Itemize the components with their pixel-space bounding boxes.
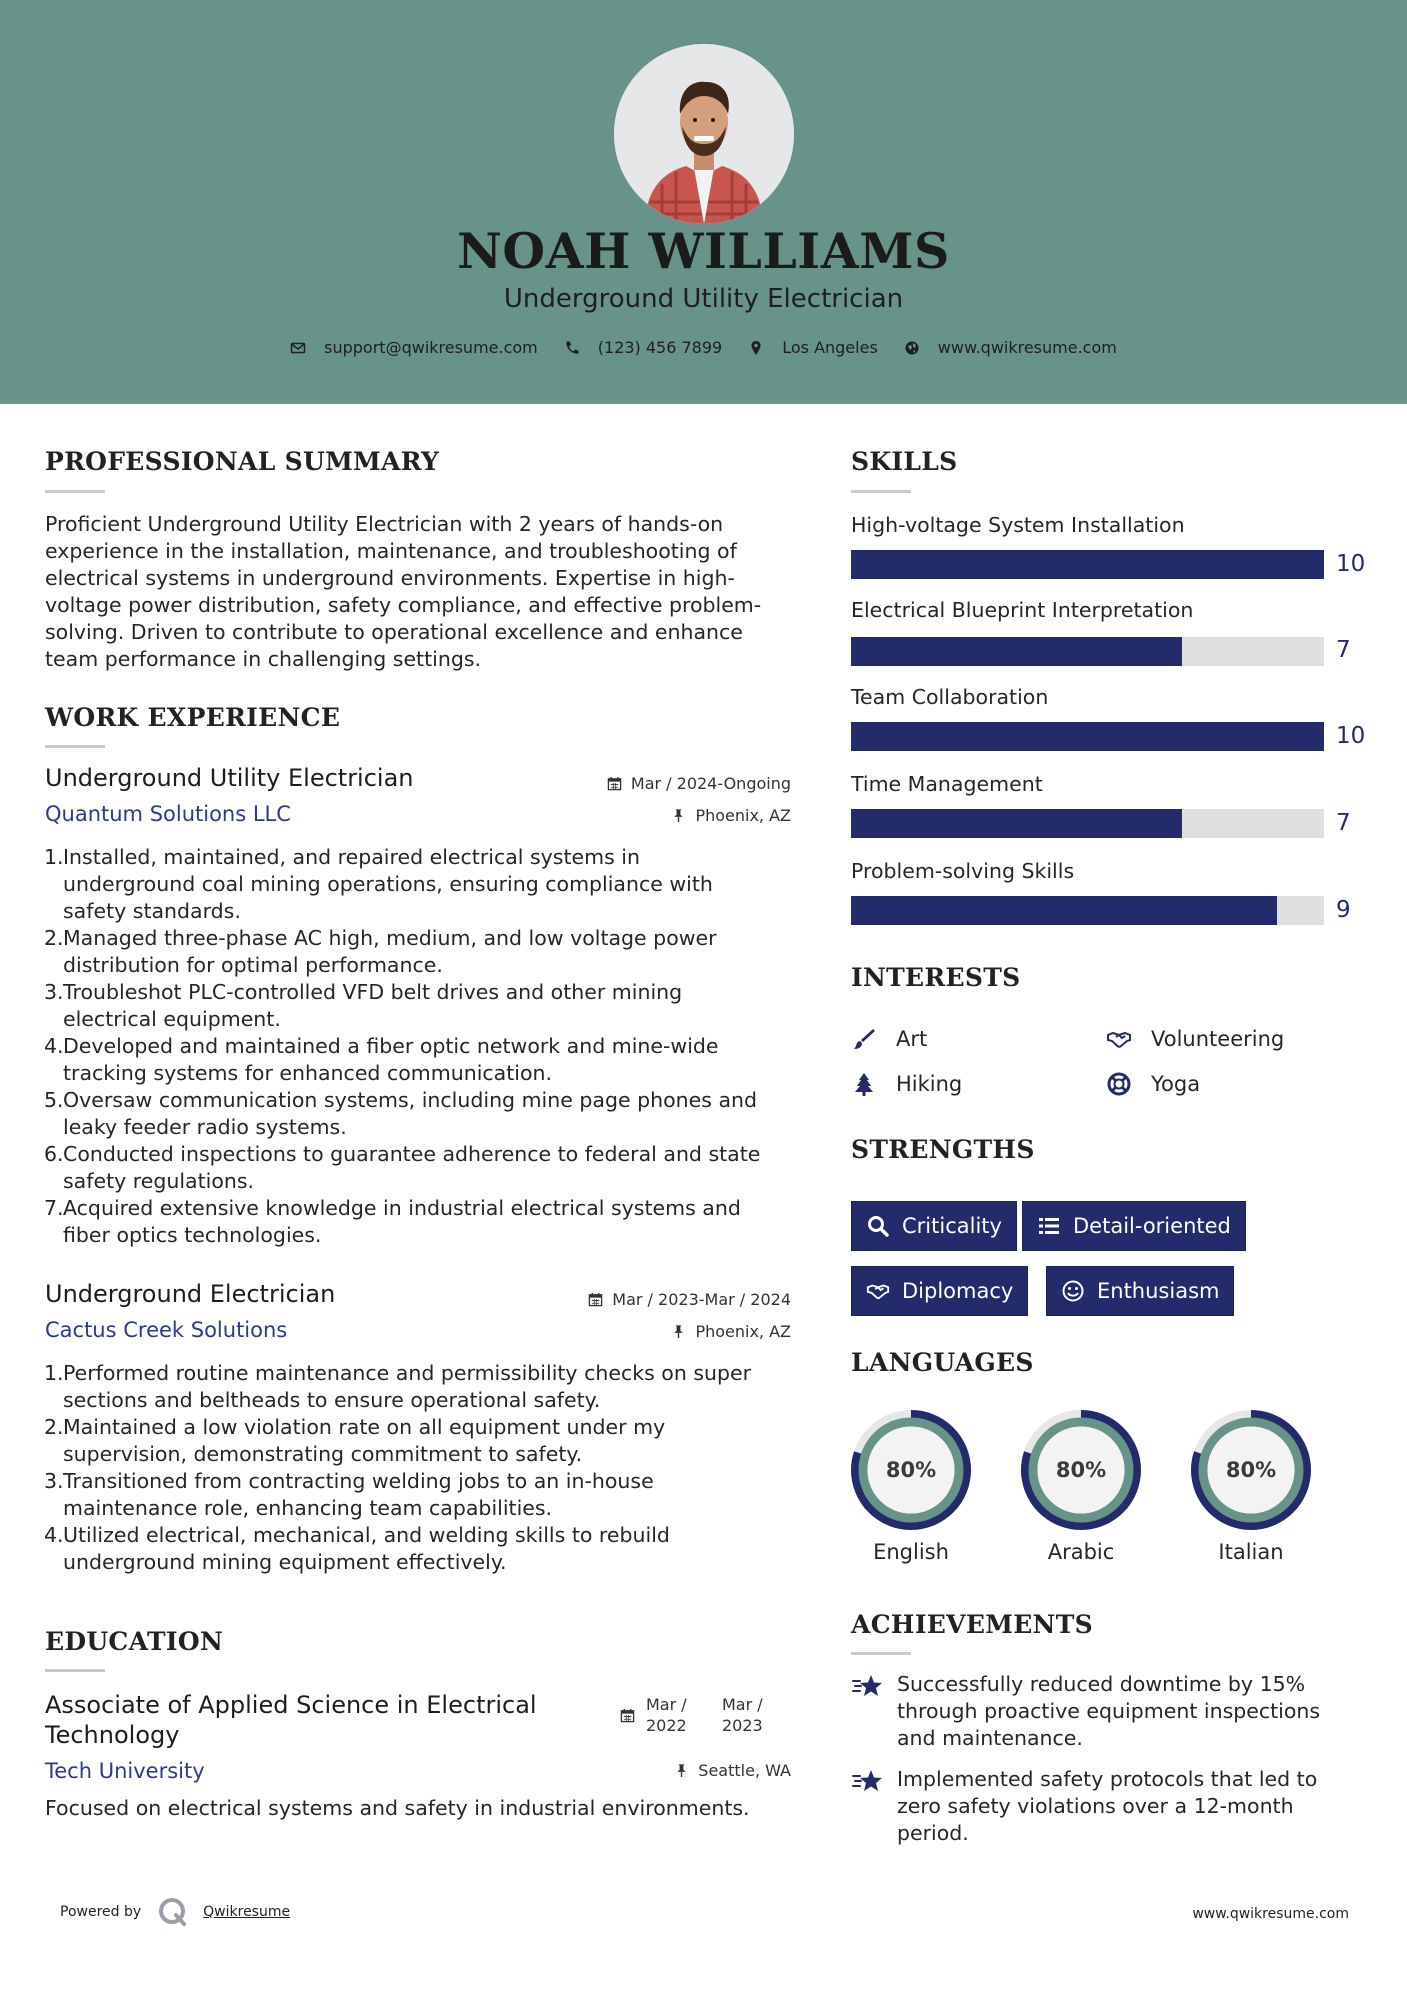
achievement-line: zero safety violations over a 12-month [897,1794,1294,1818]
summary-line: experience in the installation, maintenance, and troubleshooting of [45,539,737,563]
list-line: maintenance role, enhancing team capabilities. [63,1496,553,1520]
strength-chip [851,1201,1017,1251]
list-line: underground coal mining operations, ensuring compliance with [63,872,713,896]
list-line: Installed, maintained, and repaired electrical systems in [63,845,640,869]
job-title: Underground Utility Electrician [45,764,414,792]
job-dates-text: Mar / 2023-Mar / 2024 [612,1290,791,1309]
skill-label: Team Collaboration [851,685,1049,709]
education-start-month: Mar / [646,1695,687,1714]
search-icon [866,1214,890,1238]
strength-label: Criticality [902,1214,1002,1238]
interest-item [1106,1026,1284,1052]
resume-header [0,0,1407,404]
paintbrush-icon [851,1026,877,1052]
achievements-divider [851,1652,911,1655]
list-item [45,1360,791,1414]
education-description: Focused on electrical systems and safety in industrial environments. [45,1796,750,1820]
list-number: 4. [44,1034,64,1058]
list-number: 5. [44,1088,64,1112]
star-achievement-icon [851,1764,885,1798]
list-line: leaky feeder radio systems. [63,1115,347,1139]
achievement-line: Implemented safety protocols that led to [897,1767,1318,1791]
job-company[interactable]: Quantum Solutions LLC [45,802,291,826]
strength-label: Detail-oriented [1073,1214,1231,1238]
globe-icon [904,340,920,356]
star-achievement-icon [851,1669,885,1703]
list-line: tracking systems for enhanced communication. [63,1061,553,1085]
list-line: Troubleshot PLC-controlled VFD belt drives and other mining [63,980,683,1004]
skill-value: 10 [1336,551,1366,577]
experience-heading: WORK EXPERIENCE [45,703,341,732]
job-company[interactable]: Cactus Creek Solutions [45,1318,288,1342]
school-name[interactable]: Tech University [45,1759,205,1783]
list-line: underground mining equipment effectively. [63,1550,507,1574]
contact-website[interactable] [904,338,1117,357]
pushpin-icon [674,1763,689,1778]
achievement-item [851,1671,1371,1752]
footer-powered-by [60,1896,290,1928]
job-bullet-list [45,844,791,1249]
list-item [45,1522,791,1576]
education-end-month: Mar / [722,1695,763,1714]
list-line: Transitioned from contracting welding jobs to an in-house [63,1469,654,1493]
contact-location [748,338,878,357]
job-location-text: Phoenix, AZ [695,1322,791,1341]
education-end-year: 2023 [722,1716,763,1735]
languages-heading: LANGUAGES [851,1348,1034,1377]
tree-icon [851,1071,877,1097]
skills-divider [851,490,911,493]
education-heading: EDUCATION [45,1627,224,1656]
summary-heading: PROFESSIONAL SUMMARY [45,447,440,476]
skill-bar [851,550,1324,579]
profile-photo [614,44,794,224]
job-location [671,806,791,825]
education-divider [45,1669,105,1672]
degree-line: Technology [45,1721,180,1749]
achievement-line: through proactive equipment inspections [897,1699,1321,1723]
list-number: 2. [44,1415,64,1439]
list-number: 3. [44,980,64,1004]
strength-chip [1022,1201,1246,1251]
phone-icon [564,340,580,356]
gauge-label: 80% [1055,1458,1107,1482]
skill-bar [851,637,1324,666]
skill-label: Time Management [851,772,1043,796]
summary-line: Proficient Underground Utility Electrician with 2 years of hands-on [45,512,724,536]
job-entry [45,1280,791,1346]
education-start [646,1694,718,1736]
list-line: safety standards. [63,899,241,923]
list-line: Performed routine maintenance and permissibility checks on super [63,1361,752,1385]
list-item [45,1468,791,1522]
job-entry [45,764,791,830]
degree-title [45,1690,537,1750]
education-dates [620,1694,763,1736]
phone-text: (123) 456 7899 [597,338,723,357]
interest-item [851,1071,962,1097]
education-end [722,1694,763,1736]
pushpin-icon [671,808,686,823]
language-name: Arabic [1047,1540,1115,1564]
list-item [45,925,791,979]
skill-bar [851,809,1324,838]
achievement-text [897,1671,1320,1752]
skill-value: 9 [1336,897,1351,923]
list-line: Acquired extensive knowledge in industrial electrical systems and [63,1196,741,1220]
list-line: Developed and maintained a fiber optic network and mine-wide [63,1034,719,1058]
summary-line: solving. Driven to contribute to operational excellence and enhance [45,620,743,644]
strength-chip [1046,1266,1234,1316]
list-number: 2. [44,926,64,950]
language-gauge [849,1408,973,1532]
language-gauge [1189,1408,1313,1532]
skill-bar-fill [851,550,1324,579]
interest-item [1106,1071,1200,1097]
pushpin-icon [671,1324,686,1339]
education-location-text: Seattle, WA [698,1761,791,1780]
achievements-heading: ACHIEVEMENTS [851,1610,1093,1639]
list-number: 1. [44,845,64,869]
interest-label: Yoga [1151,1072,1201,1096]
email-text: support@qwikresume.com [324,338,538,357]
qwikresume-logo-icon [157,1896,189,1928]
job-title: Underground Electrician [45,1280,336,1308]
job-bullet-list [45,1360,791,1576]
language-item [1189,1408,1313,1564]
list-number: 3. [44,1469,64,1493]
contact-bar [0,338,1407,357]
education-start-year: 2022 [646,1716,687,1735]
skill-bar-fill [851,637,1182,666]
education-location [674,1761,791,1780]
strength-chip [851,1266,1028,1316]
contact-phone[interactable] [564,338,722,357]
summary-text [45,511,785,673]
achievement-line: period. [897,1821,969,1845]
handshake-icon [1106,1026,1132,1052]
interests-heading: INTERESTS [851,963,1021,992]
skill-bar-fill [851,722,1324,751]
interest-label: Hiking [896,1072,963,1096]
list-number: 1. [44,1361,64,1385]
list-item [45,1195,791,1249]
gauge-label: 80% [885,1458,937,1482]
interest-label: Volunteering [1151,1027,1285,1051]
achievement-item [851,1766,1371,1847]
list-line: sections and beltheads to ensure operational safety. [63,1388,601,1412]
language-gauge [1019,1408,1143,1532]
strength-label: Enthusiasm [1097,1279,1220,1303]
list-line: Conducted inspections to guarantee adherence to federal and state [63,1142,761,1166]
list-line: Oversaw communication systems, including mine page phones and [63,1088,758,1112]
contact-email[interactable] [290,338,538,357]
list-icon [1037,1214,1061,1238]
person-photo-icon [614,44,794,224]
list-item [45,844,791,925]
map-pin-icon [748,340,764,356]
list-line: electrical equipment. [63,1007,281,1031]
achievement-line: and maintenance. [897,1726,1083,1750]
summary-line: voltage power distribution, safety compliance, and effective problem- [45,593,762,617]
list-line: supervision, demonstrating commitment to safety. [63,1442,583,1466]
list-number: 7. [44,1196,64,1220]
list-line: Utilized electrical, mechanical, and welding skills to rebuild [63,1523,670,1547]
list-line: distribution for optimal performance. [63,953,443,977]
list-item [45,1033,791,1087]
handshake-icon [866,1279,890,1303]
language-item [849,1408,973,1564]
skill-value: 7 [1336,810,1351,836]
interest-label: Art [896,1027,928,1051]
calendar-icon [607,776,622,791]
skill-value: 7 [1336,637,1351,663]
list-number: 4. [44,1523,64,1547]
strengths-heading: STRENGTHS [851,1135,1035,1164]
envelope-icon [290,340,306,356]
job-location [671,1322,791,1341]
summary-divider [45,490,105,493]
skill-label: Problem-solving Skills [851,859,1075,883]
location-text: Los Angeles [782,338,878,357]
job-dates [607,774,791,793]
interest-item [851,1026,927,1052]
website-text: www.qwikresume.com [937,338,1117,357]
list-item [45,1414,791,1468]
skill-bar [851,722,1324,751]
candidate-name: NOAH WILLIAMS [457,222,950,280]
skill-bar [851,896,1324,925]
list-line: Maintained a low violation rate on all equipment under my [63,1415,666,1439]
calendar-icon [588,1292,603,1307]
smile-icon [1061,1279,1085,1303]
degree-line: Associate of Applied Science in Electrical [45,1691,537,1719]
powered-by-text: Powered by [60,1904,142,1920]
skill-bar-fill [851,809,1182,838]
skill-label: Electrical Blueprint Interpretation [851,598,1194,622]
skill-bar-fill [851,896,1277,925]
list-line: fiber optics technologies. [63,1223,322,1247]
list-item [45,1141,791,1195]
list-item [45,1087,791,1141]
brand-link[interactable]: Qwikresume [203,1904,291,1920]
gauge-label: 80% [1225,1458,1277,1482]
list-item [45,979,791,1033]
list-line: safety regulations. [63,1169,255,1193]
language-name: English [873,1540,949,1564]
footer-website[interactable]: www.qwikresume.com [1192,1906,1349,1922]
calendar-icon [620,1708,635,1723]
language-item [1019,1408,1143,1564]
job-dates [588,1290,791,1309]
strength-label: Diplomacy [902,1279,1014,1303]
candidate-title: Underground Utility Electrician [503,284,904,314]
skills-heading: SKILLS [851,447,958,476]
achievement-text [897,1766,1317,1847]
language-name: Italian [1218,1540,1284,1564]
life-ring-icon [1106,1071,1132,1097]
skill-value: 10 [1336,723,1366,749]
job-dates-text: Mar / 2024-Ongoing [630,774,791,793]
job-location-text: Phoenix, AZ [695,806,791,825]
list-number: 6. [44,1142,64,1166]
experience-divider [45,745,105,748]
achievement-line: Successfully reduced downtime by 15% [897,1672,1306,1696]
list-line: Managed three-phase AC high, medium, and low voltage power [63,926,717,950]
summary-line: team performance in challenging settings. [45,647,482,671]
skill-label: High-voltage System Installation [851,513,1185,537]
summary-line: electrical systems in underground environments. Expertise in high- [45,566,735,590]
